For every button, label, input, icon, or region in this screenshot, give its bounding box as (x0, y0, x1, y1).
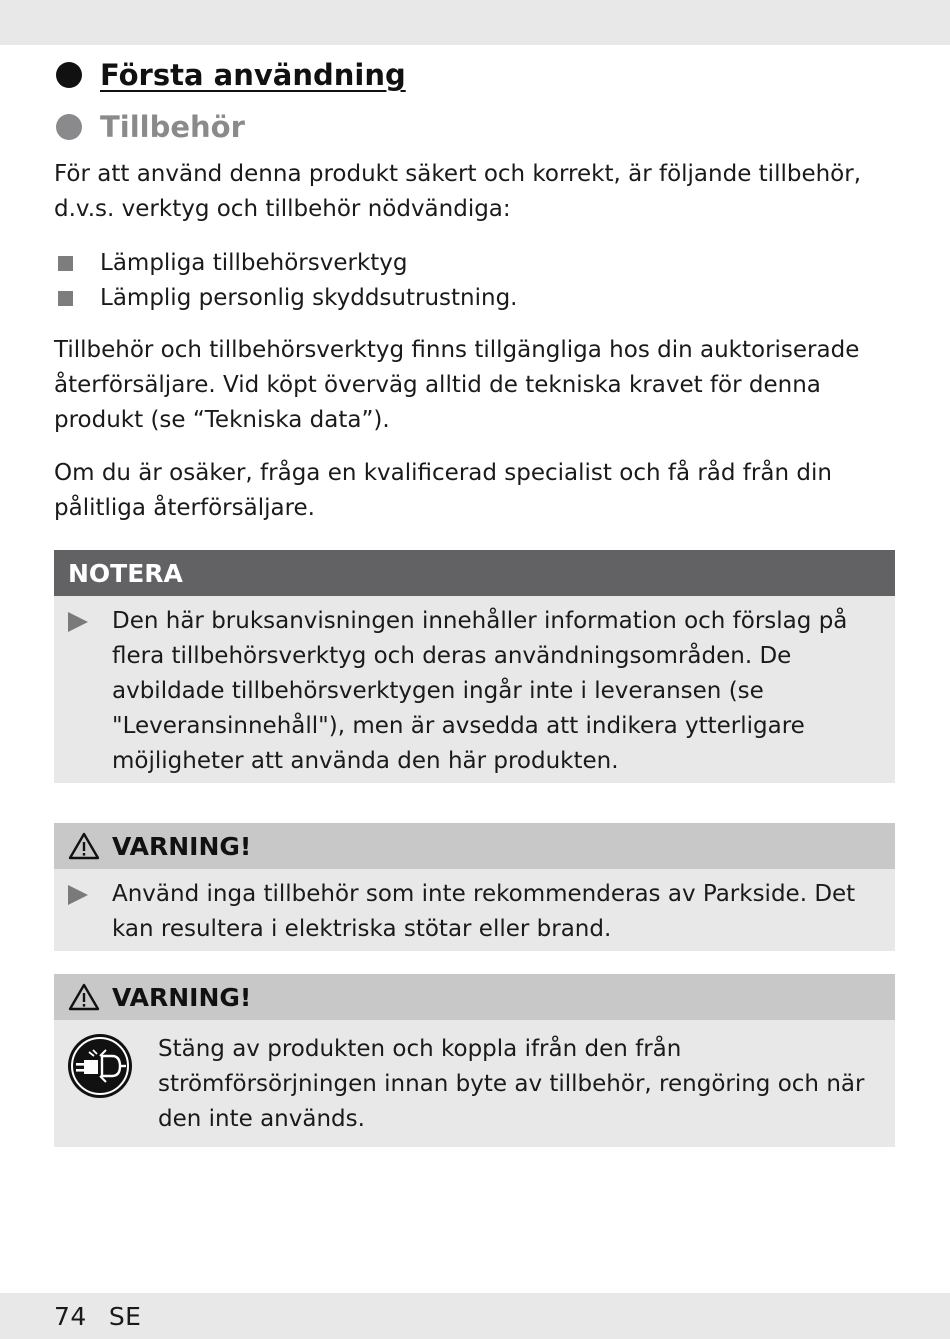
arrow-right-icon (68, 885, 88, 905)
top-band (0, 0, 950, 45)
arrow-right-icon (68, 612, 88, 632)
advice-paragraph: Om du är osäker, fråga en kvalificerad specialist och få råd från din pålitliga återförsäljare. (54, 460, 832, 521)
warning-title: VARNING! (112, 982, 252, 1012)
warning-box-accessories (54, 823, 895, 951)
page-number: 74 (54, 1302, 87, 1331)
warning-title-bar (54, 823, 895, 869)
note-title-bar (54, 550, 895, 596)
heading-bullet-dot (56, 62, 82, 88)
list-item (58, 246, 858, 281)
bullet-list (58, 246, 858, 316)
availability-paragraph: Tillbehör och tillbehörsverktyg finns tillgängliga hos din auktoriserade återförsäljare. Vid köpt överväg alltid de tekniska kravet för denna produkt (se “Tekniska data”). (54, 337, 860, 433)
note-item (54, 596, 895, 783)
note-box (54, 550, 895, 783)
heading-accessories-text: Tillbehör (100, 110, 245, 144)
warning-item (54, 869, 895, 951)
warning-title-bar (54, 974, 895, 1020)
warning-item (54, 1020, 895, 1147)
square-bullet-icon (58, 256, 73, 271)
warning-text: Använd inga tillbehör som inte rekommenderas av Parkside. Det kan resultera i elektriska stötar eller brand. (112, 881, 856, 942)
square-bullet-icon (58, 291, 73, 306)
section-heading-accessories (56, 110, 245, 144)
note-title: NOTERA (68, 558, 183, 588)
warning-box-unplug (54, 974, 895, 1147)
list-item-text: Lämplig personlig skyddsutrustning. (100, 285, 518, 311)
warning-triangle-icon (68, 832, 100, 860)
language-code: SE (108, 1302, 142, 1331)
heading-bullet-dot (56, 114, 82, 140)
list-item-text: Lämpliga tillbehörsverktyg (100, 250, 408, 276)
note-text: Den här bruksanvisningen innehåller information och förslag på flera tillbehörsverktyg och deras användningsområden. De avbildade tillbehörsverktygen ingår inte i leveransen (se "Leveransinnehåll"), men är avsedda att indikera ytterligare möjligheter att använda den här produkten. (112, 608, 848, 774)
list-item (58, 281, 858, 316)
section-heading-first-use (56, 58, 406, 92)
warning-title: VARNING! (112, 831, 252, 861)
unplug-power-icon (66, 1032, 134, 1100)
intro-paragraph: För att använd denna produkt säkert och korrekt, är följande tillbehör, d.v.s. verktyg och tillbehör nödvändiga: (54, 161, 862, 222)
page-footer (54, 1302, 141, 1331)
warning-triangle-icon (68, 983, 100, 1011)
heading-first-use-text: Första användning (100, 58, 406, 92)
footer-band (0, 1293, 950, 1339)
warning-text: Stäng av produkten och koppla ifrån den från strömförsörjningen innan byte av tillbehör, rengöring och när den inte används. (158, 1036, 865, 1132)
